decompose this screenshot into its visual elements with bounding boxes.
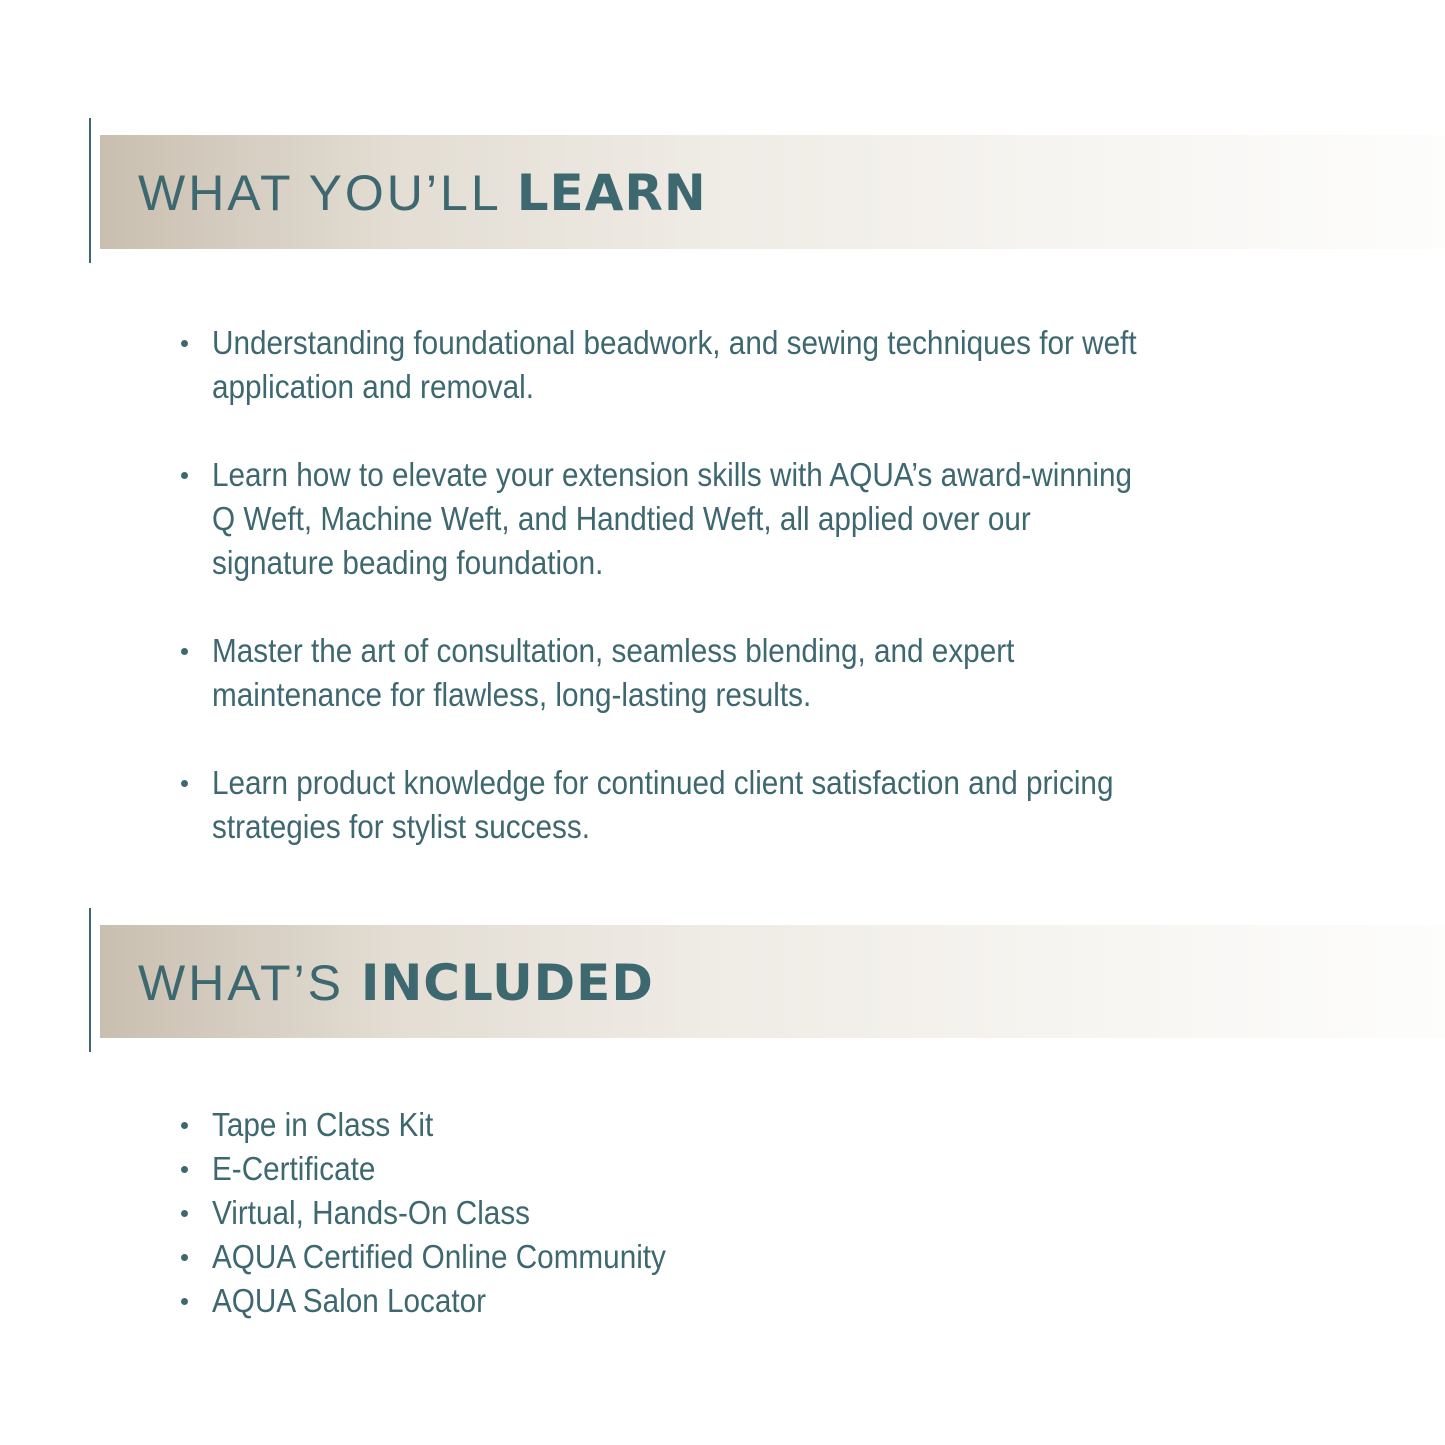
learn-item-line: strategies for stylist success. xyxy=(212,808,590,845)
included-list-item xyxy=(178,1235,716,1279)
included-list xyxy=(178,1103,716,1323)
learn-section-title xyxy=(138,164,707,222)
learn-item-line: signature beading foundation. xyxy=(212,544,604,581)
learn-item-line: Learn how to elevate your extension skills with AQUA’s award-winning xyxy=(212,456,1133,493)
bullet-icon xyxy=(181,1254,188,1261)
learn-list-item xyxy=(178,453,1239,585)
learn-list-item xyxy=(178,761,1239,849)
learn-item-line: maintenance for flawless, long-lasting results. xyxy=(212,676,812,713)
bullet-icon xyxy=(181,1122,188,1129)
included-section-rule xyxy=(89,908,91,1052)
included-item-text: AQUA Certified Online Community xyxy=(212,1238,666,1275)
included-item-text: Virtual, Hands-On Class xyxy=(212,1194,531,1231)
learn-item-line: Understanding foundational beadwork, and sewing techniques for weft xyxy=(212,324,1137,361)
included-item-text: Tape in Class Kit xyxy=(212,1106,434,1143)
learn-title-bold: LEARN xyxy=(516,164,707,222)
bullet-icon xyxy=(181,780,188,787)
learn-list-item xyxy=(178,629,1239,717)
included-list-item xyxy=(178,1103,716,1147)
learn-item-line: Q Weft, Machine Weft, and Handtied Weft, all applied over our xyxy=(212,500,1031,537)
included-list-item xyxy=(178,1279,716,1323)
bullet-icon xyxy=(181,340,188,347)
included-item-text: E-Certificate xyxy=(212,1150,376,1187)
learn-list-item xyxy=(178,321,1239,409)
learn-title-light: WHAT YOU’LL xyxy=(138,165,517,221)
included-title-light: WHAT’S xyxy=(138,955,361,1011)
bullet-icon xyxy=(181,648,188,655)
learn-item-line: Master the art of consultation, seamless blending, and expert xyxy=(212,632,1015,669)
learn-list xyxy=(178,321,1239,849)
learn-item-line: Learn product knowledge for continued client satisfaction and pricing xyxy=(212,764,1114,801)
included-list-item xyxy=(178,1191,716,1235)
bullet-icon xyxy=(181,1210,188,1217)
learn-section-rule xyxy=(89,118,91,263)
learn-item-line: application and removal. xyxy=(212,368,534,405)
bullet-icon xyxy=(181,1298,188,1305)
included-item-text: AQUA Salon Locator xyxy=(212,1282,487,1319)
bullet-icon xyxy=(181,472,188,479)
included-list-item xyxy=(178,1147,716,1191)
included-title-bold: INCLUDED xyxy=(360,954,654,1012)
included-section-title xyxy=(138,954,654,1012)
bullet-icon xyxy=(181,1166,188,1173)
